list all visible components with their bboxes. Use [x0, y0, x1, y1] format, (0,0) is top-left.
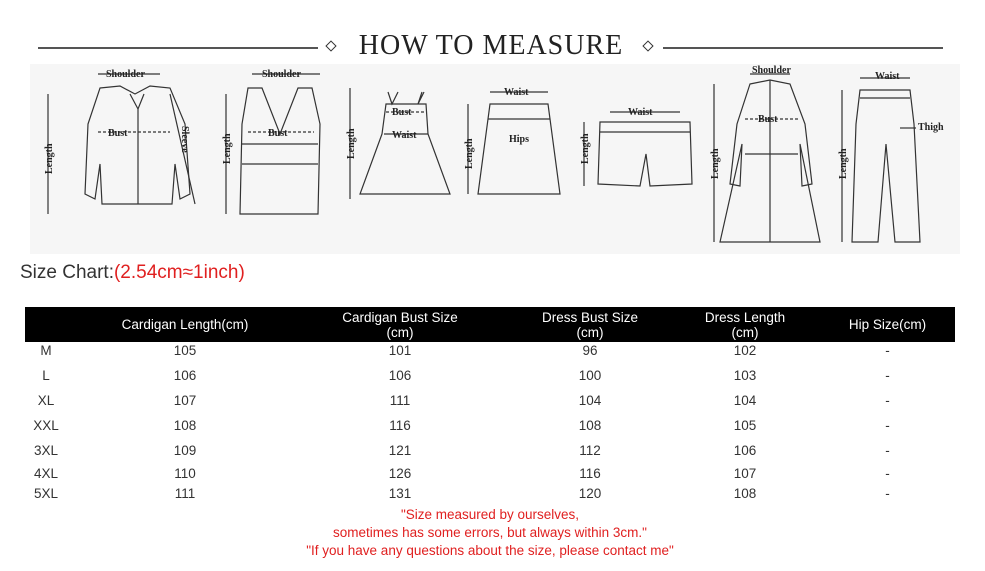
cell-dress-length: 108 — [733, 486, 757, 501]
size-notes — [200, 506, 780, 560]
cell-dress-bust: 100 — [578, 368, 602, 383]
table-row — [25, 486, 955, 506]
svg-text:Length: Length — [222, 133, 233, 164]
cell-hip-size: - — [885, 486, 890, 501]
tank-top-illustration — [222, 69, 320, 214]
table-row — [25, 393, 955, 418]
svg-text:Sleeve: Sleeve — [179, 126, 190, 153]
note-line: sometimes has some errors, but always within 3cm." — [333, 525, 647, 540]
cell-cardigan-bust: 106 — [388, 368, 412, 383]
cell-dress-bust: 96 — [582, 343, 598, 358]
cell-hip-size: - — [885, 343, 890, 358]
cell-hip-size: - — [885, 368, 890, 383]
cell-cardigan-bust: 126 — [388, 466, 412, 481]
svg-text:Thigh: Thigh — [918, 122, 944, 133]
svg-text:Waist: Waist — [392, 130, 417, 141]
cell-cardigan-bust: 101 — [388, 343, 412, 358]
header-cardigan-bust: Cardigan Bust Size (cm) — [342, 309, 458, 340]
strap-dress-illustration — [346, 88, 450, 199]
cell-cardigan-length: 106 — [173, 368, 197, 383]
cell-cardigan-bust: 121 — [388, 443, 412, 458]
svg-text:Length: Length — [838, 148, 849, 179]
how-to-measure-header — [38, 30, 943, 64]
svg-text:Length: Length — [44, 143, 55, 174]
header-dress-bust: Dress Bust Size (cm) — [541, 309, 639, 340]
header-size — [25, 307, 67, 342]
svg-text:Bust: Bust — [392, 107, 412, 118]
cell-dress-bust: 112 — [579, 443, 601, 458]
svg-text:Waist: Waist — [504, 87, 529, 98]
diamond-ornament-left — [325, 40, 336, 51]
header-hip-size: Hip Size(cm) — [848, 317, 927, 332]
cell-cardigan-length: 111 — [174, 486, 196, 501]
cell-dress-length: 106 — [733, 443, 757, 458]
cell-size: 3XL — [33, 443, 59, 458]
cell-dress-length: 105 — [733, 418, 757, 433]
coat-illustration — [710, 65, 820, 242]
cell-dress-bust: 104 — [578, 393, 602, 408]
cell-dress-length: 103 — [733, 368, 757, 383]
table-row — [25, 343, 955, 368]
svg-text:Length: Length — [346, 128, 357, 159]
page-title: HOW TO MEASURE — [358, 30, 624, 61]
size-chart-title: Size Chart: — [20, 262, 114, 283]
table-row — [25, 466, 955, 486]
cell-size: M — [40, 343, 52, 358]
table-row — [25, 443, 955, 466]
svg-text:Bust: Bust — [758, 114, 778, 125]
svg-text:Shoulder: Shoulder — [752, 65, 791, 76]
svg-text:Length: Length — [710, 148, 721, 179]
header-cardigan-length: Cardigan Length(cm) — [121, 317, 249, 332]
cell-dress-length: 102 — [733, 343, 757, 358]
garment-measure-illustrations — [30, 64, 960, 254]
cell-cardigan-length: 109 — [173, 443, 197, 458]
svg-text:Length: Length — [580, 133, 591, 164]
svg-text:Waist: Waist — [628, 107, 653, 118]
cell-size: L — [42, 368, 50, 383]
divider-left — [38, 47, 318, 49]
cell-dress-bust: 116 — [579, 466, 601, 481]
cell-cardigan-length: 110 — [174, 466, 196, 481]
svg-text:Bust: Bust — [108, 128, 128, 139]
cell-hip-size: - — [885, 418, 890, 433]
cell-dress-bust: 120 — [578, 486, 602, 501]
cell-cardigan-length: 105 — [173, 343, 197, 358]
cell-dress-length: 107 — [733, 466, 757, 481]
svg-text:Shoulder: Shoulder — [262, 69, 301, 80]
cell-dress-length: 104 — [733, 393, 757, 408]
note-line: "Size measured by ourselves, — [400, 507, 580, 522]
svg-text:Waist: Waist — [875, 71, 900, 82]
shorts-illustration — [580, 107, 692, 186]
cell-size: XXL — [33, 418, 59, 433]
cell-size: 5XL — [33, 486, 59, 501]
divider-right — [663, 47, 943, 49]
blouse-illustration — [44, 69, 195, 214]
cell-cardigan-bust: 116 — [389, 418, 411, 433]
size-chart-label — [20, 262, 245, 284]
size-table-body — [25, 343, 955, 506]
skirt-illustration — [464, 87, 560, 194]
cell-cardigan-length: 108 — [173, 418, 197, 433]
table-row — [25, 418, 955, 443]
cell-cardigan-bust: 131 — [388, 486, 412, 501]
cell-hip-size: - — [885, 443, 890, 458]
cell-cardigan-bust: 111 — [389, 393, 411, 408]
cell-hip-size: - — [885, 466, 890, 481]
note-line: "If you have any questions about the size, please contact me" — [306, 543, 674, 558]
header-dress-length: Dress Length (cm) — [704, 309, 786, 340]
cell-hip-size: - — [885, 393, 890, 408]
svg-text:Length: Length — [464, 138, 475, 169]
svg-text:Hips: Hips — [509, 134, 530, 145]
svg-text:Shoulder: Shoulder — [106, 69, 145, 80]
svg-text:Bust: Bust — [268, 128, 288, 139]
cell-size: XL — [37, 393, 55, 408]
table-row — [25, 368, 955, 393]
cell-dress-bust: 108 — [578, 418, 602, 433]
pants-illustration — [838, 71, 944, 242]
size-table-header — [25, 307, 955, 342]
unit-conversion-note: (2.54cm≈1inch) — [113, 262, 245, 283]
diamond-ornament-right — [642, 40, 653, 51]
cell-cardigan-length: 107 — [173, 393, 197, 408]
cell-size: 4XL — [33, 466, 59, 481]
